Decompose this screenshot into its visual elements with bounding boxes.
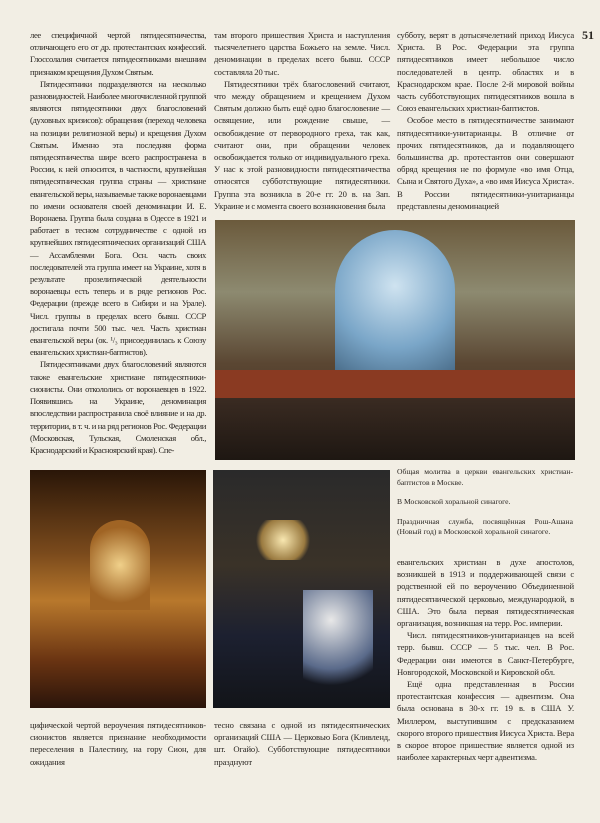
column-2-bottom-text	[214, 719, 390, 768]
balcony	[215, 370, 575, 398]
paragraph: лее специфичной чертой пятидесятничества, отличающего его от др. протестантских конфессий. Глоссолалия считается пятидесятниками внешним признаком крещения Духом Святым.	[30, 30, 206, 77]
paragraph: Числ. пятидесятников-унитарианцев на всей терр. бывш. СССР — 5 тыс. чел. В Рос. Федерации они имеются в Санкт-Петербурге, Новгородской, Московской и Кировской обл.	[397, 630, 574, 677]
caption-church: Общая молитва в церкви евангельских христиан-баптистов в Москве.	[397, 467, 573, 487]
church-photo	[215, 220, 575, 460]
congregation	[215, 398, 575, 460]
paragraph: евангельских христиан в духе апостолов, возникшей в 1913 и поддерживающей связи с родственной ей по вероучению Объединенной пятидесятнической церковью, международной, в США. Это была первая пятидесятническая организация, возникшая на терр. Рос. империи.	[397, 557, 574, 629]
paragraph: Пятидесятники подразделяются на несколько разновидностей. Наиболее многочисленной группой являются пятидесятники двух благословений (духовных кризисов): обращения (переход человека на позиции религиозной веры) и крещения Духом Святым. Именно эта последняя форма пятидесятничества шире всего распространена в России, к ней относится, в частности, крупнейшая пятидесятническая группа страны — христиане евангельской веры, называемые также воронаевцами по имени основателя своей деноминации И. Е. Воронаева. Группа была создана в Одессе в 1921 и работает в тесном сотрудничестве с одной из крупнейших пятидесятнических организаций США — Ассамблеями Бога. Осн. часть своих последователей эта группа имеет на Украине, хотя в результате прозелитической деятельности воронаевцы есть теперь и в ряде регионов Рос. Федерации (прежде всего в Сибири и на Урале). Числ. группы в пределах всего бывш. СССР достигала почти 500 тыс. чел. Часть христиан евангельской веры (ок. ¹/₃ присоединилась к Союзу евангельских христиан-баптистов).	[30, 78, 206, 358]
caption-rosh-hashana: Праздничная служба, посвящённая Рош-Ашана (Новый год) в Московской хоральной синагоге.	[397, 516, 573, 536]
captions	[397, 467, 573, 547]
column-1-bottom-text	[30, 719, 206, 768]
paragraph: субботу, верят в дотысячелетний приход Иисуса Христа. В Рос. Федерации эта группа пятидесятников имеет небольшое число последователей в центр. областях и в Краснодарском крае. После 2-й мировой войны часть субботствующих пятидесятников вошла в Союз евангельских христиан-баптистов.	[397, 30, 574, 114]
paragraph: Ещё одна представленная в России протестантская конфессия — адвентизм. Она была основана в 30-х гг. 19 в. в США У. Миллером, выступившим с предсказанием скорого второго пришествия Иисуса Христа. Вера в скорое второе пришествие является одной из наиболее характерных черт адвентизма.	[397, 679, 574, 763]
candles	[253, 520, 313, 560]
paragraph: Особое место в пятидесятничестве занимают пятидесятники-унитарианцы. В отличие от прочих пятидесятников, да и подавляющего большинства др. протестантов они совершают обряд крещения не по формуле «во имя Отца, Сына и Святого Духа», а «во имя Иисуса Христа». В России пятидесятники-унитарианцы представлены деноминацией	[397, 115, 574, 211]
worshippers	[303, 590, 373, 690]
paragraph: тесно связана с одной из пятидесятнических организаций США — Церковью Бога (Кливленд, шт. Огайо). Субботствующие пятидесятники празднуют	[214, 720, 390, 767]
column-3-bottom-text	[397, 556, 574, 763]
paragraph: Пятидесятниками двух благословений являются также евангельские христиане пятидесятники-сионисты. Они откололись от воронаевцев в 1922. Появившись на Украине, деноминация впоследствии распространила своё влияние и на др. территории, в т. ч. и на ряд регионов Рос. Федерации (Московская, Тульская, Смоленская обл., Краснодарский и Красноярский края). Спе-	[30, 359, 206, 455]
synagogue-photo	[30, 470, 206, 708]
column-1-text	[30, 29, 206, 456]
page-number: 51	[582, 28, 594, 42]
paragraph: там второго пришествия Христа и наступления тысячелетнего царства Божьего на земле. Числ. деноминации в пределах всего бывш. СССР составляла 20 тыс.	[214, 30, 390, 77]
rosh-hashana-photo	[213, 470, 390, 708]
column-2-text	[214, 29, 390, 212]
paragraph: Пятидесятники трёх благословений считают, что между обращением и крещением Духом Святым должно быть ещё одно благословение — освящение, или рождение свыше, — освобождение от первородного греха, так как, считают они, при обращении человек освобождается только от индивидуального греха. У нас к этой разновидности пятидесятничества относятся субботствующие пятидесятники. Группа эта возникла в 20-е гг. 20 в. на Зап. Украине и с момента своего возникновения была	[214, 78, 390, 211]
column-3-text	[397, 29, 574, 212]
caption-synagogue: В Московской хоральной синагоге.	[397, 497, 511, 506]
ark	[90, 520, 150, 610]
dome-arch	[335, 230, 455, 370]
paragraph: цифической чертой вероучения пятидесятников-сионистов является признание необходимости переселения в Палестину, на гору Сион, для ожидания	[30, 720, 206, 767]
